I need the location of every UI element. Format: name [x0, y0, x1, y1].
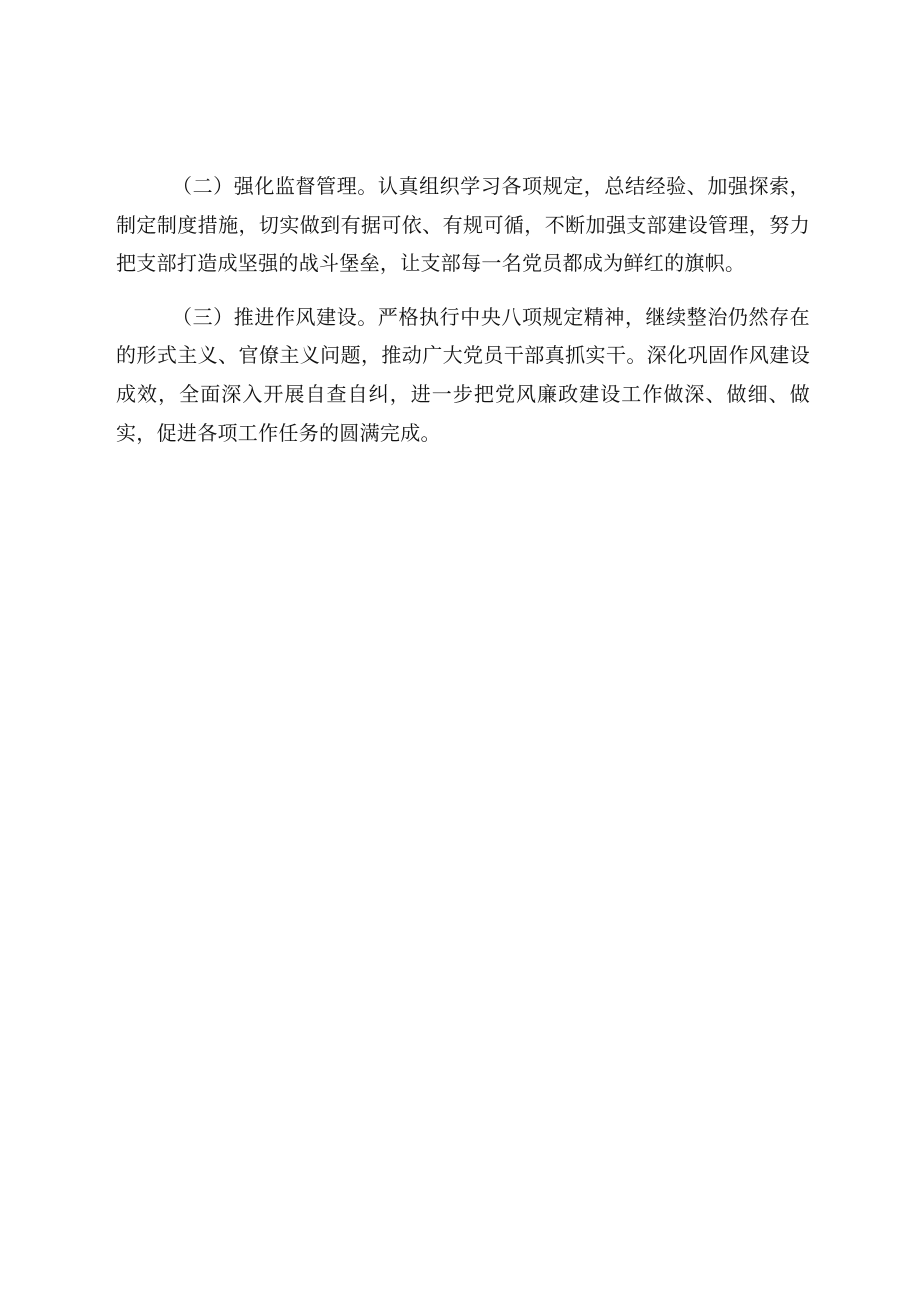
document-body: [116, 167, 810, 467]
paragraph-promote-work-style: （三）推进作风建设。严格执行中央八项规定精神，继续整治仍然存在的形式主义、官僚主义问题，推动广大党员干部真抓实干。深化巩固作风建设成效，全面深入开展自查自纠，进一步把党风廉政建设工作做深、做细、做实，促进各项工作任务的圆满完成。: [116, 304, 810, 445]
paragraph-strengthen-supervision: （二）强化监督管理。认真组织学习各项规定，总结经验、加强探索，制定制度措施，切实做到有据可依、有规可循，不断加强支部建设管理，努力把支部打造成坚强的战斗堡垒，让支部每一名党员都成为鲜红的旗帜。: [116, 174, 810, 276]
